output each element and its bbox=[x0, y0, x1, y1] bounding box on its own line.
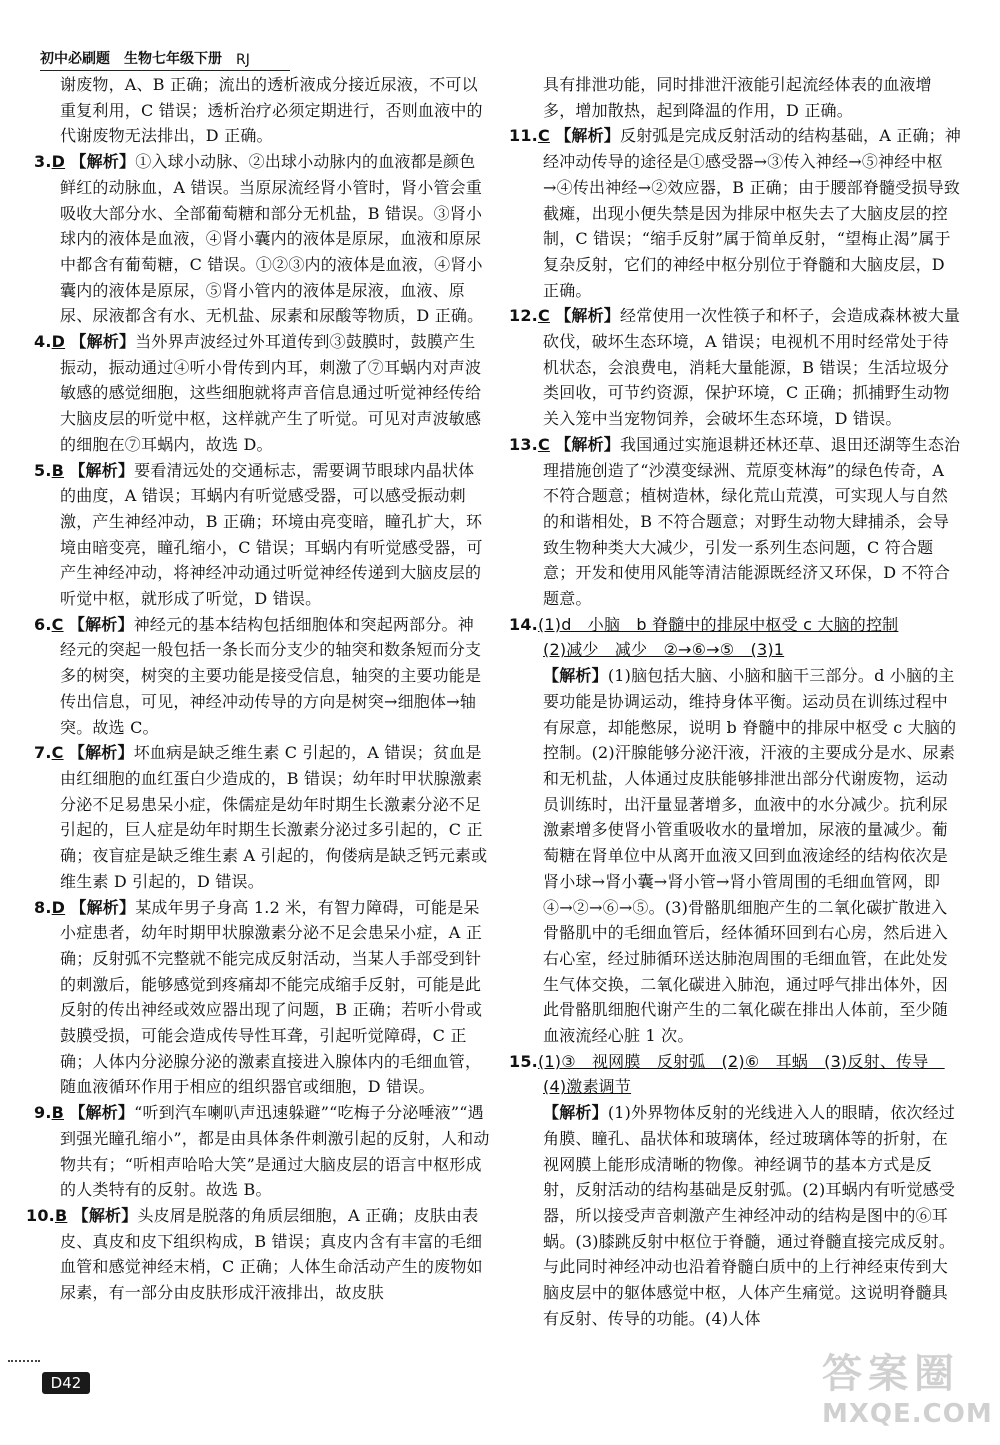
analysis-tag: 【解析】 bbox=[68, 614, 134, 634]
analysis-tag: 【解析】 bbox=[555, 434, 621, 454]
analysis-text: 神经元的基本结构包括细胞体和突起两部分。神经元的突起一般包括一条长而分支少的轴突和数条短而分支多的树突，树突的主要功能是接受信息，轴突的主要功能是传出信息，可见，神经冲动传导的方向是树突→细胞体→轴突。故选 C。 bbox=[60, 614, 482, 737]
analysis-text: 我国通过实施退耕还林还草、退田还湖等生态治理措施创造了“沙漠变绿洲、荒原变林海”的绿色传奇，A 不符合题意；植树造林，绿化荒山荒漠，可实现人与自然的和谐相处，B 不符合题意；对野生动物大肆捕杀，会导致生物种类大大减少，引发一系列生态问题，C 符合题意；开发和使用风能等清洁能源既经济又环保，D 不符合题意。 bbox=[543, 434, 961, 609]
analysis-tag: 【解析】 bbox=[555, 126, 621, 146]
analysis-text: ①入球小动脉、②出球小动脉内的血液都是颜色鲜红的动脉血，A 错误。当原尿流经肾小管时，肾小管会重吸收大部分水、全部葡萄糖和部分无机盐，B 错误。③肾小球内的液体是血液，④肾小囊内的液体是原尿，血液和原尿中都含有葡萄糖，C 错误。①②③内的液体是血液，④肾小囊内的液体是原尿，⑤肾小管内的液体是尿液，血液、原尿、尿液都含有水、无机盐、尿素和尿酸等物质，D 正确。 bbox=[60, 152, 484, 326]
answer-choice: C bbox=[537, 126, 550, 146]
analysis-tag: 【解析】 bbox=[69, 460, 135, 480]
fill-answer-line-1: (1)③ 视网膜 反射弧 (2)⑥ 耳蜗 (3)反射、传导 (4)激素调节 bbox=[537, 1051, 945, 1097]
analysis-tag: 【解析】 bbox=[68, 743, 134, 763]
answer-item-10 bbox=[26, 1203, 490, 1306]
analysis-tag: 【解析】 bbox=[72, 1205, 138, 1225]
watermark-logo bbox=[822, 1342, 992, 1437]
question-number: 4. bbox=[34, 332, 52, 352]
question-number: 13. bbox=[509, 434, 538, 454]
analysis-text: 反射弧是完成反射活动的结构基础，A 正确；神经冲动传导的途径是①感受器→③传入神经→⑤神经中枢→④传出神经→②效应器，B 正确；由于腰部脊髓受损导致截瘫，出现小便失禁是因为排尿中枢失去了大脑皮层的控制，C 错误；“缩手反射”属于简单反射，“望梅止渴”属于复杂反射，它们的神经中枢分别位于脊髓和大脑皮层，D 正确。 bbox=[543, 126, 962, 300]
question-number: 10. bbox=[26, 1205, 55, 1225]
question-number: 7. bbox=[34, 743, 52, 763]
page-number: D42 bbox=[42, 1372, 90, 1394]
question-number: 3. bbox=[34, 152, 52, 172]
question-number: 5. bbox=[34, 460, 52, 480]
analysis-text: “听到汽车喇叭声迅速躲避”“吃梅子分泌唾液”“遇到强光瞳孔缩小”，都是由具体条件刺激引起的反射，人和动物共有；“听相声哈哈大笑”是通过大脑皮层的语言中枢形成的人类特有的反射。故选 B。 bbox=[60, 1103, 490, 1200]
answer-item-9 bbox=[34, 1100, 490, 1203]
answer-choice: C bbox=[51, 743, 64, 763]
answer-choice: C bbox=[537, 306, 550, 326]
question-number: 14. bbox=[509, 614, 538, 634]
right-column bbox=[509, 72, 963, 1331]
answer-choice: B bbox=[51, 1103, 65, 1123]
analysis-tag: 【解析】 bbox=[70, 332, 136, 352]
continued-text: 谢废物，A、B 正确；流出的透析液成分接近尿液，不可以重复利用，C 错误；透析治疗必须定期进行，否则血液中的代谢废物无法排出，D 正确。 bbox=[60, 75, 483, 146]
question-number: 9. bbox=[34, 1103, 52, 1123]
analysis-text: 当外界声波经过外耳道传到③鼓膜时，鼓膜产生振动，振动通过④听小骨传到内耳，刺激了⑦耳蜗内对声波敏感的感觉细胞，这些细胞就将声音信息通过听觉神经传给大脑皮层的听觉中枢，这样就产生了听觉。可见对声波敏感的细胞在⑦耳蜗内，故选 D。 bbox=[60, 332, 482, 454]
answer-choice: B bbox=[51, 460, 65, 480]
fill-answer-line-1: (1)d 小脑 b 脊髓中的排尿中枢受 c 大脑的控制 bbox=[537, 614, 899, 634]
analysis-tag: 【解析】 bbox=[543, 666, 608, 686]
answer-item-8 bbox=[34, 895, 490, 1101]
watermark-line-1: 答案圈 bbox=[822, 1351, 960, 1397]
answer-choice: D bbox=[51, 332, 66, 352]
answer-item-6 bbox=[34, 612, 490, 741]
edition-label: RJ bbox=[236, 52, 250, 68]
analysis-text: 坏血病是缺乏维生素 C 引起的，A 错误；贫血是由红细胞的血红蛋白少造成的，B 错误；幼年时甲状腺激素分泌不足易患呆小症，侏儒症是幼年时期生长激素分泌不足引起的，巨人症是幼年时期生长激素分泌过多引起的，C 正确；夜盲症是缺乏维生素 A 引起的，佝偻病是缺乏钙元素或维生素 D 引起的，D 错误。 bbox=[60, 743, 488, 891]
answer-item-5 bbox=[34, 458, 490, 612]
book-subject: 生物七年级下册 bbox=[124, 51, 222, 67]
answer-item-14 bbox=[509, 612, 963, 1049]
answer-choice: C bbox=[537, 434, 550, 454]
left-column bbox=[26, 72, 490, 1306]
page-header bbox=[40, 42, 290, 71]
answer-item-11 bbox=[509, 123, 963, 303]
continued-text: 具有排泄功能，同时排泄汗液能引起流经体表的血液增多，增加散热，起到降温的作用，D 正确。 bbox=[543, 75, 932, 120]
analysis-tag: 【解析】 bbox=[70, 152, 136, 172]
analysis-text: 要看清远处的交通标志，需要调节眼球内晶状体的曲度，A 错误；耳蜗内有听觉感受器，可以感受振动刺激，产生神经冲动，B 正确；环境由亮变暗，瞳孔扩大，环境由暗变亮，瞳孔缩小，C 错误；耳蜗内有听觉感受器，可产生神经冲动，将神经冲动通过听觉神经传递到大脑皮层的听觉中枢，就形成了听觉，D 错误。 bbox=[60, 460, 483, 609]
answer-item-15 bbox=[509, 1049, 963, 1332]
answer-item-3 bbox=[34, 149, 490, 329]
analysis-tag: 【解析】 bbox=[555, 306, 621, 326]
analysis-text: 经常使用一次性筷子和杯子，会造成森林被大量砍伐，破坏生态环境，A 错误；电视机不用时经常处于待机状态，会浪费电，消耗大量能源，B 错误；生活垃圾分类回收，可节约资源，保护环境，C 正确；抓捕野生动物关入笼中当宠物饲养，会破坏生态环境，D 错误。 bbox=[543, 306, 961, 429]
dotted-rule bbox=[8, 1360, 40, 1362]
answer-item-12 bbox=[509, 303, 963, 432]
question-number: 8. bbox=[34, 897, 52, 917]
question-number: 6. bbox=[34, 614, 52, 634]
answer-choice: D bbox=[51, 897, 66, 917]
analysis-text: 某成年男子身高 1.2 米，有智力障碍，可能是呆小症患者，幼年时期甲状腺激素分泌不足会患呆小症，A 正确；反射弧不完整就不能完成反射活动，当某人手部受到针的刺激后，能够感觉到疼痛却不能完成缩手反射，可能是此反射的传出神经或效应器出现了问题，B 正确；若听小骨或鼓膜受损，可能会造成传导性耳聋，引起听觉障碍，C 正确；人体内分泌腺分泌的激素直接进入腺体内的毛细血管，随血液循环作用于相应的组织器官或细胞，D 错误。 bbox=[60, 897, 483, 1097]
analysis-tag: 【解析】 bbox=[69, 1103, 135, 1123]
answer-choice: D bbox=[51, 152, 66, 172]
analysis-tag: 【解析】 bbox=[543, 1103, 608, 1123]
answer-choice: C bbox=[51, 614, 64, 634]
fill-answer-line-2: (2)减少 减少 ②→⑥→⑤ (3)1 bbox=[543, 640, 785, 660]
question-number: 12. bbox=[509, 306, 538, 326]
question-number: 11. bbox=[509, 126, 538, 146]
answer-item-13 bbox=[509, 432, 963, 612]
watermark-line-2: MXQE.COM bbox=[822, 1399, 993, 1429]
book-title: 初中必刷题 bbox=[40, 51, 110, 67]
analysis-text: (1)脑包括大脑、小脑和脑干三部分。d 小脑的主要功能是协调运动，维持身体平衡。运动员在训练过程中有尿意，却能憋尿，说明 b 脊髓中的排尿中枢受 c 大脑的控制。(2)汗腺能够分泌汗液，汗液的主要成分是水、尿素和无机盐，人体通过皮肤能够排泄出部分代谢废物，运动员训练时，出汗量显著增多，血液中的水分减少。抗利尿激素增多使肾小管重吸收水的量增加，尿液的量减少。葡萄糖在肾单位中从离开血液又回到血液途经的结构依次是肾小球→肾小囊→肾小管→肾小管周围的毛细血管网，即④→②→⑥→⑤。(3)骨骼肌细胞产生的二氧化碳扩散进入骨骼肌中的毛细血管后，经体循环回到右心房，然后进入右心室，经过肺循环送达肺泡周围的毛细血管，在此处发生气体交换，二氧化碳进入肺泡，通过呼气排出体外，因此骨骼肌细胞代谢产生的二氧化碳在排出人体前，至少随血液流经心脏 1 次。 bbox=[543, 666, 957, 1046]
analysis-tag: 【解析】 bbox=[70, 897, 136, 917]
answer-item-4 bbox=[34, 329, 490, 458]
answer-item-7 bbox=[34, 740, 490, 894]
analysis-text: 头皮屑是脱落的角质层细胞，A 正确；皮肤由表皮、真皮和皮下组织构成，B 错误；真皮内含有丰富的毛细血管和感觉神经末梢，C 正确；人体生命活动产生的废物如尿素，有一部分由皮肤形成汗液排出，故皮肤 bbox=[60, 1205, 483, 1303]
analysis-text: (1)外界物体反射的光线进入人的眼睛，依次经过角膜、瞳孔、晶状体和玻璃体，经过玻璃体等的折射，在视网膜上能形成清晰的物像。神经调节的基本方式是反射，反射活动的结构基础是反射弧。(2)耳蜗内有听觉感受器，所以接受声音刺激产生神经冲动的结构是图中的⑥耳蜗。(3)膝跳反射中枢位于脊髓，通过脊髓直接完成反射。与此同时神经冲动也沿着脊髓白质中的上行神经束传到大脑皮层中的躯体感觉中枢，人体产生痛觉。这说明脊髓具有反射、传导的功能。(4)人体 bbox=[543, 1103, 956, 1328]
question-number: 15. bbox=[509, 1051, 538, 1071]
answer-choice: B bbox=[54, 1205, 68, 1225]
